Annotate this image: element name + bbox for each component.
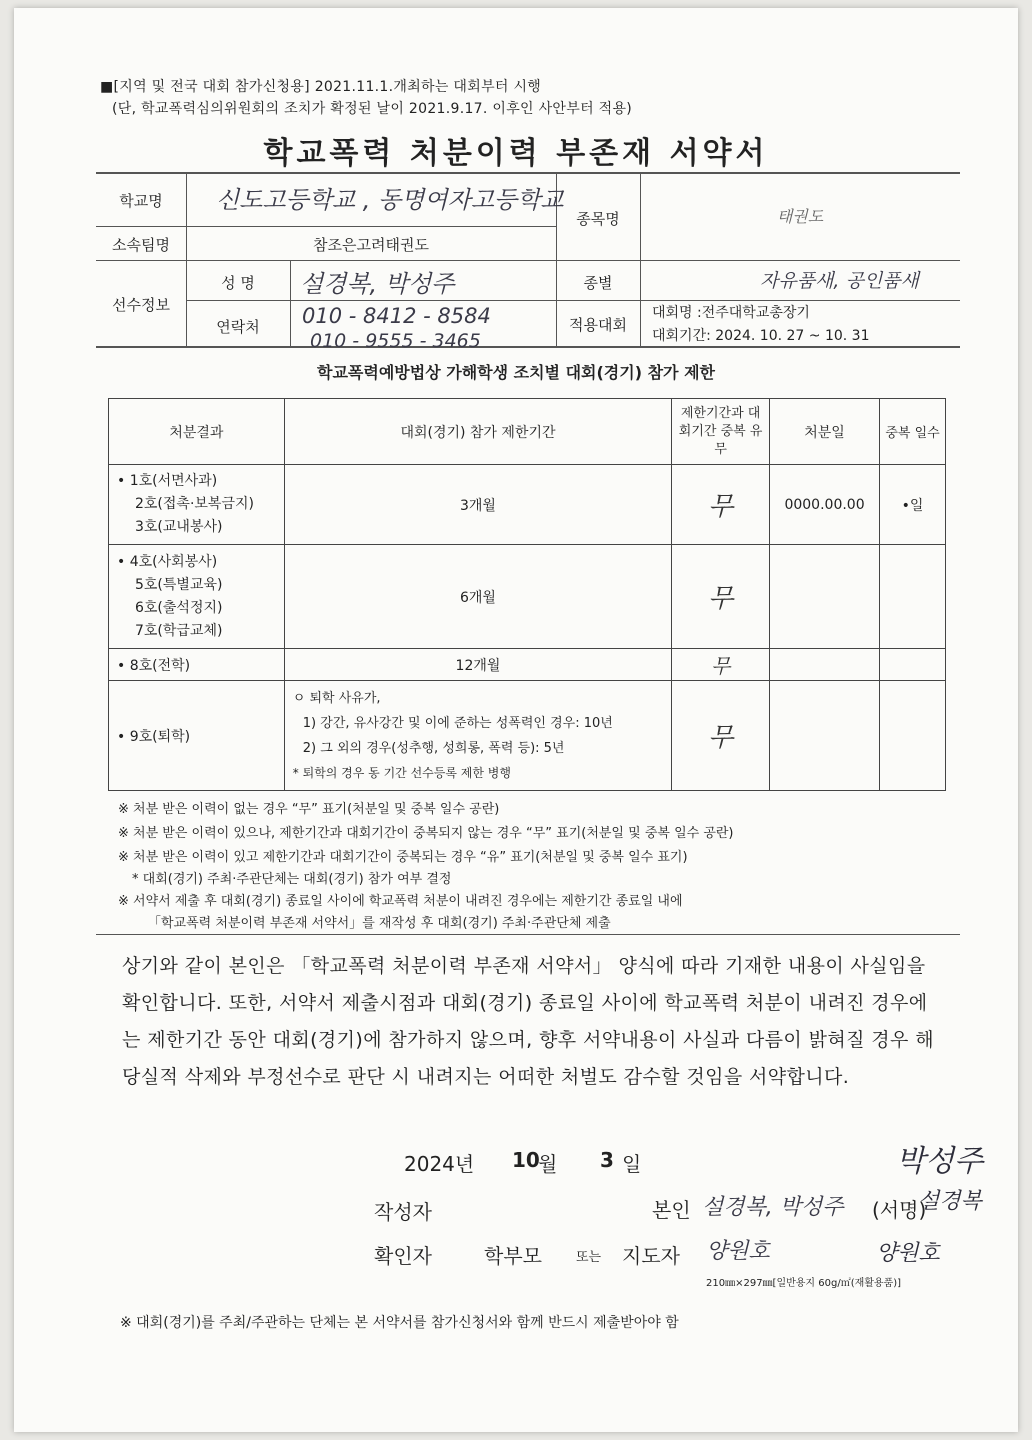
result-line: 2호(접촉·보복금지) [135, 496, 254, 512]
competition-label: 적용대회 [569, 316, 627, 334]
result-line: 5호(특별교육) [135, 576, 223, 593]
table-row [109, 465, 946, 545]
note-6: 「학교폭력 처분이력 부존재 서약서」를 재작성 후 대회(경기) 주최·주관단체 제출 [148, 916, 611, 931]
team-value: 참조은고려태권도 [313, 236, 429, 254]
period-line: * 퇴학의 경우 동 기간 선수등록 제한 병행 [292, 765, 511, 780]
restriction-title: 학교폭력예방법상 가해학생 조치별 대회(경기) 참가 제한 [317, 363, 715, 382]
overlap-check: 무 [672, 545, 770, 649]
competition-period: 대회기간: 2024. 10. 27 ~ 10. 31 [652, 328, 870, 344]
note-4: * 대회(경기) 주최·주관단체는 대회(경기) 참가 여부 결정 [132, 872, 452, 887]
confirm-label: 확인자 [374, 1244, 432, 1268]
restriction-table [108, 398, 946, 791]
date-cell [770, 681, 880, 791]
result-line: • 8호(전학) [109, 649, 285, 681]
period-cell: 12개월 [284, 649, 671, 681]
date-cell [770, 649, 880, 681]
contact-label: 연락처 [216, 318, 260, 336]
or-label: 또는 [576, 1250, 602, 1265]
competition-name: 대회명 :전주대학교총장기 [652, 305, 810, 321]
name-label: 성 명 [221, 274, 255, 292]
self-value: 설경복, 박성주 [702, 1195, 844, 1220]
header-result: 처분결과 [109, 399, 285, 465]
result-line: 6호(출석정지) [135, 599, 223, 616]
contact-value-2: 010 - 9555 - 3465 [310, 330, 481, 352]
signature-image-2: 설경복 [918, 1189, 982, 1214]
paper-spec: 210㎜×297㎜[일반용지 60g/㎡(재활용품)] [706, 1278, 902, 1289]
period-cell: 3개월 [284, 465, 671, 545]
note-2: ※ 처분 받은 이력이 있으나, 제한기간과 대회기간이 중복되지 않는 경우 “무” 표기(처분일 및 중복 일수 공란) [118, 826, 734, 841]
footer-note: ※ 대회(경기)를 주최/주관하는 단체는 본 서약서를 참가신청서와 함께 반드시 제출받아야 함 [120, 1315, 679, 1331]
event-label: 종목명 [576, 210, 620, 228]
date-cell: 0000.00.00 [770, 465, 880, 545]
days-cell: •일 [880, 465, 946, 545]
days-cell [880, 649, 946, 681]
note-5: ※ 서약서 제출 후 대회(경기) 종료일 사이에 학교폭력 처분이 내려진 경우에는 제한기간 종료일 내에 [118, 894, 683, 909]
header-overlap: 제한기간과 대회기간 중복 유무 [672, 399, 770, 465]
period-line: ㅇ 퇴학 사유가, [292, 690, 381, 706]
date-month-unit: 월 [538, 1152, 558, 1176]
note-3: ※ 처분 받은 이력이 있고 제한기간과 대회기간이 중복되는 경우 “유” 표기(처분일 및 중복 일수 표기) [118, 850, 688, 865]
event-value: 태권도 [776, 207, 824, 226]
sign-label: (서명) [872, 1198, 927, 1222]
result-line: • 1호(서면사과) [117, 473, 218, 489]
overlap-check: 무 [672, 465, 770, 545]
header-date: 처분일 [770, 399, 880, 465]
result-line: 7호(학급교체) [135, 622, 223, 639]
table-row [109, 649, 946, 681]
header-days: 중복 일수 [880, 399, 946, 465]
self-label: 본인 [652, 1198, 691, 1222]
date-day: 3 [600, 1148, 614, 1172]
notice-line-2: (단, 학교폭력심의위원회의 조치가 확정된 날이 2021.9.17. 이후인 사안부터 적용) [112, 101, 633, 117]
note-1: ※ 처분 받은 이력이 없는 경우 “무” 표기(처분일 및 중복 일수 공란) [118, 802, 500, 817]
school-label: 학교명 [119, 192, 163, 210]
date-year: 2024년 [404, 1152, 475, 1176]
parent-label: 학부모 [484, 1244, 542, 1268]
result-line: 3호(교내봉사) [135, 519, 223, 535]
overlap-check: 무 [672, 681, 770, 791]
pledge-text: 상기와 같이 본인은 「학교폭력 처분이력 부존재 서약서」 양식에 따라 기재한 내용이 사실임을 확인합니다. 또한, 서약서 제출시점과 대회(경기) 종료일 사이에 학교폭력 처분이 내려진 경우에는 제한기간 동안 대회(경기)에 참가하지 않으며, 향후 서약내용이 사실과 다름이 밝혀질 경우 해당실적 삭제와 부정선수로 판단 시 내려지는 어떠한 처벌도 감수할 것임을 서약합니다. [122, 955, 934, 1088]
signature-image-1: 박성주 [896, 1144, 983, 1179]
type-label: 종별 [583, 274, 613, 292]
date-day-unit: 일 [622, 1152, 642, 1176]
header-period: 대회(경기) 참가 제한기간 [284, 399, 671, 465]
days-cell [880, 681, 946, 791]
result-line: • 9호(퇴학) [109, 681, 285, 791]
result-line: • 4호(사회봉사) [117, 553, 218, 570]
type-value: 자유품새, 공인품새 [760, 270, 919, 292]
overlap-check: 무 [672, 649, 770, 681]
date-month: 10 [512, 1148, 540, 1172]
writer-label: 작성자 [374, 1200, 432, 1224]
date-cell [770, 545, 880, 649]
period-line: 1) 강간, 유사강간 및 이에 준하는 성폭력인 경우: 10년 [302, 715, 613, 731]
teacher-label: 지도자 [622, 1244, 680, 1268]
school-value: 신도고등학교 , 동명여자고등학교 [216, 186, 564, 214]
days-cell [880, 545, 946, 649]
player-info-label: 선수정보 [112, 296, 170, 314]
period-line: 2) 그 외의 경우(성추행, 성희롱, 폭력 등): 5년 [302, 740, 565, 756]
table-row [109, 681, 946, 791]
team-label: 소속팀명 [112, 236, 170, 254]
teacher-signature: 양원호 [876, 1241, 940, 1266]
page-title: 학교폭력 처분이력 부존재 서약서 [263, 136, 769, 171]
table-header-row [109, 399, 946, 465]
name-value: 설경복, 박성주 [300, 270, 455, 298]
period-cell: 6개월 [284, 545, 671, 649]
table-row [109, 545, 946, 649]
teacher-value: 양원호 [706, 1239, 770, 1264]
notice-line-1: ■[지역 및 전국 대회 참가신청용] 2021.11.1.개최하는 대회부터 시행 [100, 79, 542, 95]
contact-value-1: 010 - 8412 - 8584 [302, 304, 491, 328]
